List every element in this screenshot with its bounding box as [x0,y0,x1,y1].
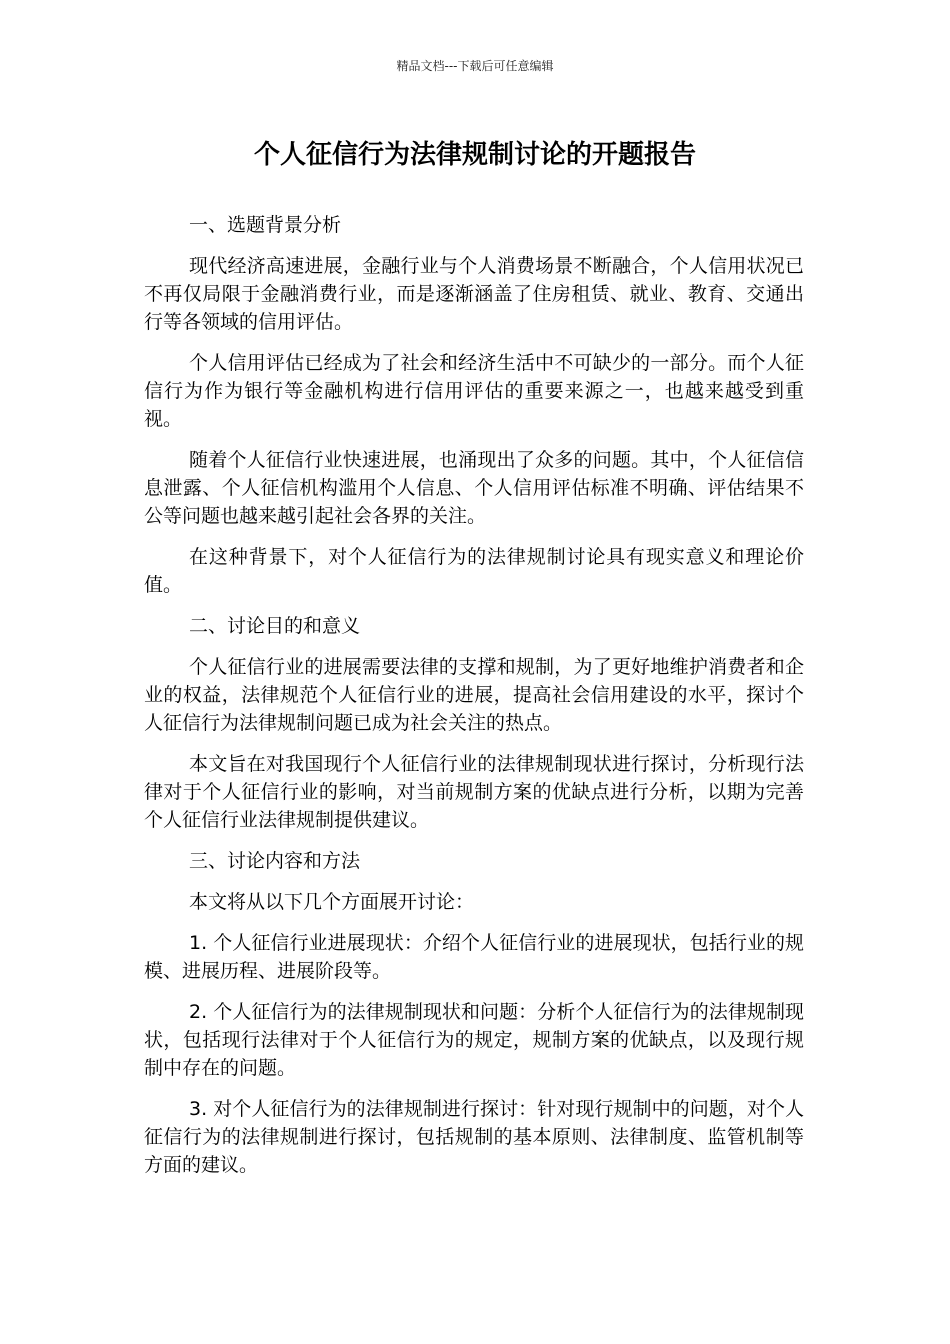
document-title: 个人征信行为法律规制讨论的开题报告 [253,140,696,170]
list-item: 3. 对个人征信行为的法律规制进行探讨：针对现行规制中的问题，对个人征信行为的法律规制进行探讨，包括规制的基本原则、法律制度、监管机制等方面的建议。 [144,1098,804,1176]
paragraph: 现代经济高速进展，金融行业与个人消费场景不断融合，个人信用状况已不再仅局限于金融消费行业，而是逐渐涵盖了住房租赁、就业、教育、交通出行等各领域的信用评估。 [144,255,804,333]
list-item: 2. 个人征信行为的法律规制现状和问题：分析个人征信行为的法律规制现状，包括现行法律对于个人征信行为的规定，规制方案的优缺点，以及现行规制中存在的问题。 [144,1001,804,1079]
paragraph: 在这种背景下，对个人征信行为的法律规制讨论具有现实意义和理论价值。 [144,546,804,596]
section-heading-purpose: 二、讨论目的和意义 [189,615,361,637]
list-item: 1. 个人征信行业进展现状：介绍个人征信行业的进展现状，包括行业的规模、进展历程、进展阶段等。 [144,932,804,982]
section-heading-background: 一、选题背景分析 [189,214,342,236]
document-body [144,211,804,1192]
paragraph: 个人征信行业的进展需要法律的支撑和规制，为了更好地维护消费者和企业的权益，法律规范个人征信行业的进展，提高社会信用建设的水平，探讨个人征信行为法律规制问题已成为社会关注的热点。 [144,656,804,734]
header-note: 精品文档---下载后可任意编辑 [396,59,554,73]
paragraph: 随着个人征信行业快速进展，也涌现出了众多的问题。其中，个人征信信息泄露、个人征信机构滥用个人信息、个人信用评估标准不明确、评估结果不公等问题也越来越引起社会各界的关注。 [144,449,804,527]
paragraph: 本文旨在对我国现行个人征信行业的法律规制现状进行探讨，分析现行法律对于个人征信行业的影响，对当前规制方案的优缺点进行分析，以期为完善个人征信行业法律规制提供建议。 [144,753,804,831]
paragraph: 个人信用评估已经成为了社会和经济生活中不可缺少的一部分。而个人征信行为作为银行等金融机构进行信用评估的重要来源之一，也越来越受到重视。 [144,352,804,430]
paragraph: 本文将从以下几个方面展开讨论： [189,891,475,913]
section-heading-content: 三、讨论内容和方法 [189,850,361,872]
